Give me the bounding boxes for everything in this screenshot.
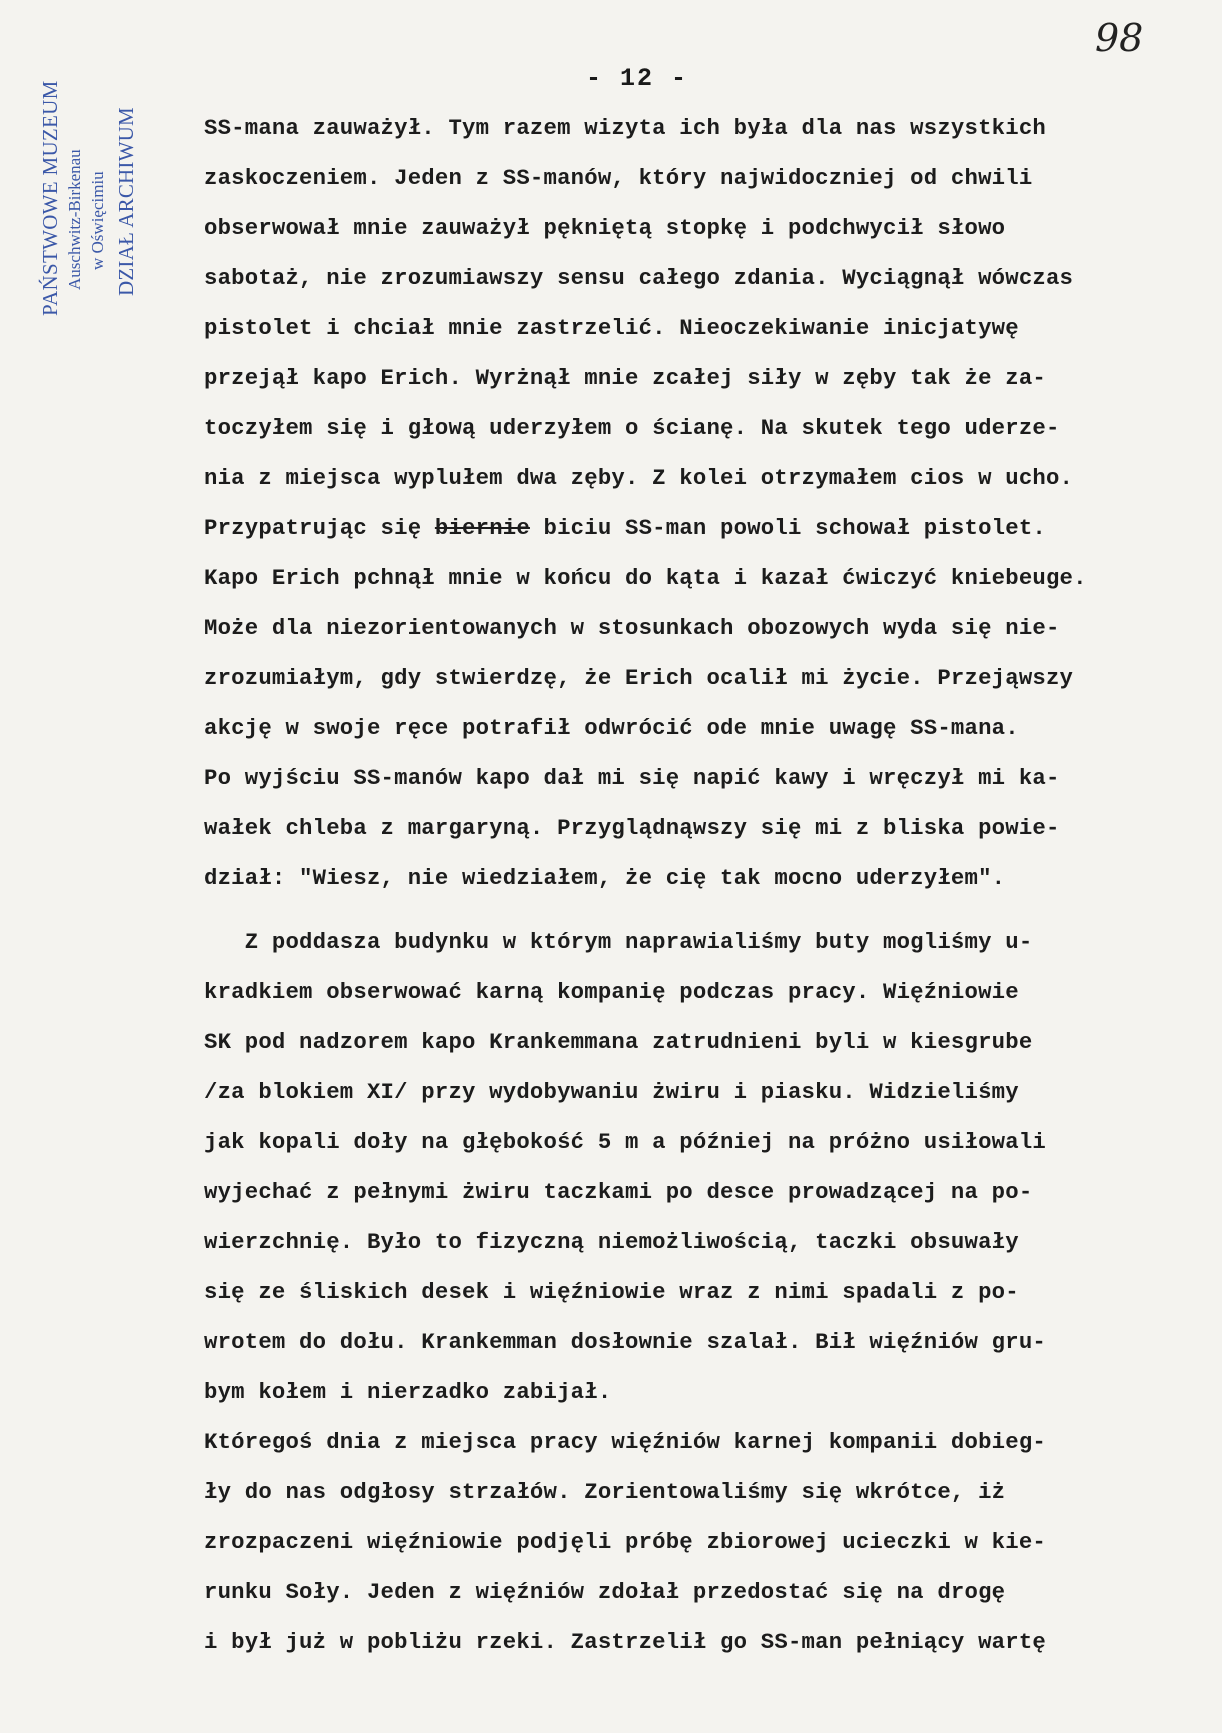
- text-line: wyjechać z pełnymi żwiru taczkami po desce prowadzącej na po-: [204, 1179, 1033, 1205]
- text-line-with-strikethrough: [204, 512, 1214, 562]
- text-line: /za blokiem XI/ przy wydobywaniu żwiru i piasku. Widzieliśmy: [204, 1079, 1019, 1105]
- text-segment: biciu SS-man powoli schował pistolet.: [529, 515, 1046, 541]
- text-line: nia z miejsca wyplułem dwa zęby. Z kolei otrzymałem cios w ucho.: [204, 465, 1074, 491]
- text-line: SS-mana zauważył. Tym razem wizyta ich była dla nas wszystkich: [204, 115, 1046, 141]
- text-line: runku Soły. Jeden z więźniów zdołał przedostać się na drogę: [204, 1579, 1006, 1605]
- text-line: zrozpaczeni więźniowie podjęli próbę zbiorowej ucieczki w kie-: [204, 1529, 1046, 1555]
- text-line: obserwował mnie zauważył pękniętą stopkę i podchwycił słowo: [204, 215, 1006, 241]
- text-line: się ze śliskich desek i więźniowie wraz z nimi spadali z po-: [204, 1279, 1019, 1305]
- text-line: Po wyjściu SS-manów kapo dał mi się napić kawy i wręczył mi ka-: [204, 765, 1060, 791]
- stamp-line-4: DZIAŁ ARCHIWUM: [114, 107, 138, 296]
- text-line: wrotem do dołu. Krankemman dosłownie szalał. Bił więźniów gru-: [204, 1329, 1046, 1355]
- text-line: dział: "Wiesz, nie wiedziałem, że cię tak mocno uderzyłem".: [204, 865, 1006, 891]
- typed-text-body: [204, 112, 1214, 1676]
- text-line: kradkiem obserwować karną kompanię podczas pracy. Więźniowie: [204, 979, 1019, 1005]
- text-line: Z poddasza budynku w którym naprawialiśmy buty mogliśmy u-: [204, 929, 1033, 955]
- text-line: Któregoś dnia z miejsca pracy więźniów karnej kompanii dobieg-: [204, 1429, 1046, 1455]
- text-line: toczyłem się i głową uderzyłem o ścianę. Na skutek tego uderze-: [204, 415, 1060, 441]
- stamp-line-1: PAŃSTWOWE MUZEUM: [38, 80, 62, 316]
- text-line: jak kopali doły na głębokość 5 m a później na próżno usiłowali: [204, 1129, 1046, 1155]
- text-line: ły do nas odgłosy strzałów. Zorientowaliśmy się wkrótce, iż: [204, 1479, 1006, 1505]
- archive-stamp: [38, 50, 148, 320]
- text-line: Kapo Erich pchnął mnie w końcu do kąta i kazał ćwiczyć kniebeuge.: [204, 565, 1087, 591]
- struck-word: biernie: [434, 515, 530, 541]
- page-number: - 12 -: [586, 64, 689, 93]
- text-line: pistolet i chciał mnie zastrzelić. Nieoczekiwanie inicjatywę: [204, 315, 1019, 341]
- text-line: bym kołem i nierzadko zabijał.: [204, 1379, 612, 1405]
- text-line: i był już w pobliżu rzeki. Zastrzelił go SS-man pełniący wartę: [204, 1629, 1046, 1655]
- text-line: zaskoczeniem. Jeden z SS-manów, który najwidoczniej od chwili: [204, 165, 1033, 191]
- text-line: przejął kapo Erich. Wyrżnął mnie zcałej siły w zęby tak że za-: [204, 365, 1046, 391]
- stamp-line-3: w Oświęcimiu: [88, 171, 107, 270]
- stamp-line-2: Auschwitz-Birkenau: [65, 149, 84, 290]
- text-line: zrozumiałym, gdy stwierdzę, że Erich ocalił mi życie. Przejąwszy: [204, 665, 1074, 691]
- text-line: akcję w swoje ręce potrafił odwrócić ode mnie uwagę SS-mana.: [204, 715, 1019, 741]
- handwritten-folio-number: 98: [1095, 16, 1144, 60]
- text-line: sabotaż, nie zrozumiawszy sensu całego zdania. Wyciągnął wówczas: [204, 265, 1074, 291]
- text-line: wierzchnię. Było to fizyczną niemożliwością, taczki obsuwały: [204, 1229, 1019, 1255]
- text-line: SK pod nadzorem kapo Krankemmana zatrudnieni byli w kiesgrube: [204, 1029, 1033, 1055]
- paragraph-gap: [204, 912, 1214, 926]
- text-segment: Przypatrując się: [204, 515, 435, 541]
- text-line: Może dla niezorientowanych w stosunkach obozowych wyda się nie-: [204, 615, 1060, 641]
- text-line: wałek chleba z margaryną. Przyglądnąwszy się mi z bliska powie-: [204, 815, 1060, 841]
